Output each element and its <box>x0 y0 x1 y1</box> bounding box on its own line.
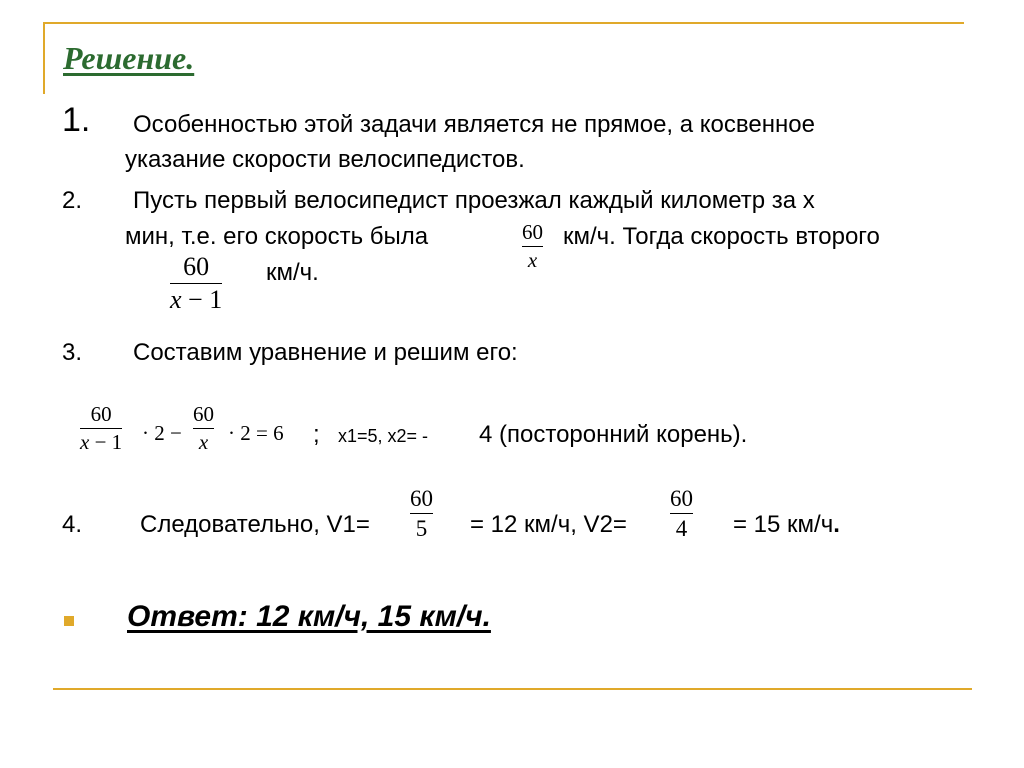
left-rule <box>43 22 45 94</box>
speed-1-denominator: x <box>527 248 538 272</box>
fraction-bar <box>410 513 433 514</box>
equation-fraction-2-denominator: x <box>198 430 209 454</box>
answer-text: Ответ: 12 км/ч, 15 км/ч. <box>127 600 491 633</box>
v1-fraction <box>410 487 433 540</box>
equation-roots: x1=5, x2= - <box>338 426 429 446</box>
item-4-text-end <box>733 510 840 540</box>
v1-denominator: 5 <box>415 516 428 541</box>
item-4-number: 4. <box>62 511 83 538</box>
item-3-line-1: Составим уравнение и решим его: <box>133 339 518 366</box>
speed-2-numerator: 60 <box>183 252 210 281</box>
item-2-line-3: км/ч. <box>266 259 319 286</box>
item-2-line-2-start: мин, т.е. его скорость была <box>125 223 429 250</box>
speed-1-fraction <box>522 222 543 271</box>
equation-root-note: 4 (посторонний корень). <box>479 421 748 448</box>
equation-fraction-2-numerator: 60 <box>193 402 214 426</box>
item-3-number: 3. <box>62 339 83 366</box>
item-1-number: 1. <box>62 101 91 139</box>
equation-semicolon: ; <box>313 421 320 448</box>
equation-fraction-1 <box>80 404 122 453</box>
item-4-period: . <box>833 511 840 538</box>
denominator-rest: − 1 <box>181 285 223 314</box>
item-1-line-2: указание скорости велосипедистов. <box>125 146 525 173</box>
v2-fraction <box>670 487 693 540</box>
item-2-number: 2. <box>62 187 83 214</box>
variable-x: x <box>170 285 182 314</box>
item-2-line-2-end: км/ч. Тогда скорость второго <box>563 223 880 250</box>
fraction-bar <box>170 283 222 284</box>
bottom-rule <box>53 688 972 690</box>
speed-2-fraction <box>170 254 222 313</box>
item-4-text-middle: = 12 км/ч, V2= <box>470 511 627 538</box>
equation-fraction-1-numerator: 60 <box>90 402 112 426</box>
answer-bullet-icon <box>64 616 74 626</box>
fraction-bar <box>670 513 693 514</box>
speed-1-numerator: 60 <box>522 220 543 244</box>
fraction-bar <box>193 428 214 429</box>
item-1-line-1: Особенностью этой задачи является не прямое, а косвенное <box>133 111 815 138</box>
equation-fraction-2 <box>193 404 214 453</box>
equation-middle-1: · 2 − <box>142 421 182 445</box>
fraction-bar <box>80 428 122 429</box>
denominator-rest: − 1 <box>89 430 123 454</box>
slide-title: Решение. <box>63 40 195 76</box>
v2-denominator: 4 <box>675 516 688 541</box>
fraction-bar <box>522 246 543 247</box>
v2-numerator: 60 <box>670 486 693 511</box>
top-rule <box>44 22 964 24</box>
variable-x: x <box>80 430 90 454</box>
equation-fraction-1-denominator <box>80 432 122 453</box>
v1-numerator: 60 <box>410 486 433 511</box>
item-4-result: = 15 км/ч <box>733 511 834 538</box>
item-2-line-1: Пусть первый велосипедист проезжал каждый километр за x <box>133 187 815 214</box>
item-4-text-start: Следовательно, V1= <box>140 511 370 538</box>
speed-2-denominator <box>170 287 222 313</box>
equation-middle-2: · 2 = 6 <box>228 421 284 445</box>
